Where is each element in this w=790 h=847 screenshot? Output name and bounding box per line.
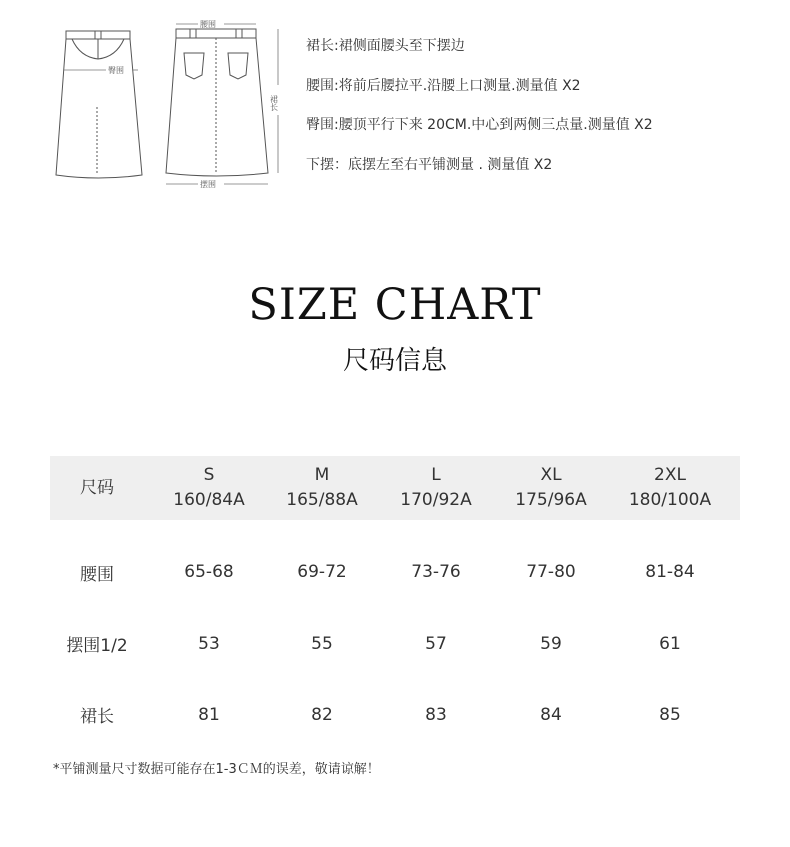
table-cell: 77-80	[526, 562, 576, 582]
header-label: 尺码	[80, 477, 114, 498]
size-chart-subtitle: 尺码信息	[342, 346, 447, 376]
length-label: 裙长	[269, 95, 279, 111]
hem-label: 摆围	[200, 180, 216, 189]
size-name: XL	[540, 465, 562, 485]
size-spec: 170/92A	[400, 490, 472, 510]
table-cell: 69-72	[297, 562, 347, 582]
skirt-illustration	[50, 15, 290, 195]
row-label: 摆围1/2	[66, 636, 128, 656]
size-header-cell	[502, 456, 600, 520]
row-label: 腰围	[80, 564, 114, 585]
table-cell: 81	[198, 704, 220, 725]
size-name: L	[431, 465, 441, 485]
note-hip: 臀围:腰顶平行下来 20CM.中心到两侧三点量.测量值 X2	[306, 117, 653, 133]
size-name: 2XL	[654, 465, 686, 485]
table-cell: 83	[425, 704, 447, 725]
table-row-waist	[50, 520, 740, 608]
size-chart-title: SIZE CHART	[248, 280, 542, 330]
size-header-cell	[370, 456, 502, 520]
table-cell: 85	[659, 704, 681, 725]
note-hem: 下摆：底摆左至右平铺测量 . 测量值 X2	[306, 156, 553, 173]
skirt-measurement-diagram	[50, 15, 290, 195]
size-spec: 160/84A	[173, 490, 245, 510]
table-cell: 57	[425, 633, 447, 654]
table-cell: 59	[540, 633, 562, 654]
table-cell: 53	[198, 633, 220, 654]
table-cell: 81-84	[645, 562, 695, 582]
table-row-length	[50, 679, 740, 750]
note-waist: 腰围:将前后腰拉平.沿腰上口测量.测量值 X2	[306, 77, 581, 94]
table-cell: 61	[659, 633, 681, 654]
size-name: S	[203, 465, 215, 485]
hip-label: 臀围	[108, 66, 124, 75]
skirt-back-drawing	[166, 29, 268, 176]
measurement-notes	[306, 36, 653, 194]
table-cell: 82	[311, 704, 333, 725]
size-name: M	[314, 465, 330, 485]
waist-label: 腰围	[200, 20, 216, 29]
size-header-cell	[274, 456, 370, 520]
size-spec: 165/88A	[286, 490, 358, 510]
size-header-cell	[144, 456, 274, 520]
note-skirt-length: 裙长:裙侧面腰头至下摆边	[306, 38, 465, 54]
table-cell: 55	[311, 633, 333, 654]
table-cell: 84	[540, 704, 562, 725]
size-header-cell	[600, 456, 740, 520]
row-label: 裙长	[80, 707, 114, 727]
table-row-hem	[50, 608, 740, 679]
measurement-disclaimer: *平铺测量尺寸数据可能存在1-3ＣＭ的误差，敬请谅解！	[53, 762, 380, 777]
size-table	[50, 456, 740, 750]
skirt-front-drawing	[56, 31, 142, 178]
table-cell: 65-68	[184, 562, 234, 582]
size-spec: 180/100A	[628, 490, 712, 510]
size-header-row	[50, 456, 740, 520]
table-cell: 73-76	[411, 562, 461, 582]
header-label-cell	[50, 456, 144, 520]
size-spec: 175/96A	[515, 490, 587, 510]
